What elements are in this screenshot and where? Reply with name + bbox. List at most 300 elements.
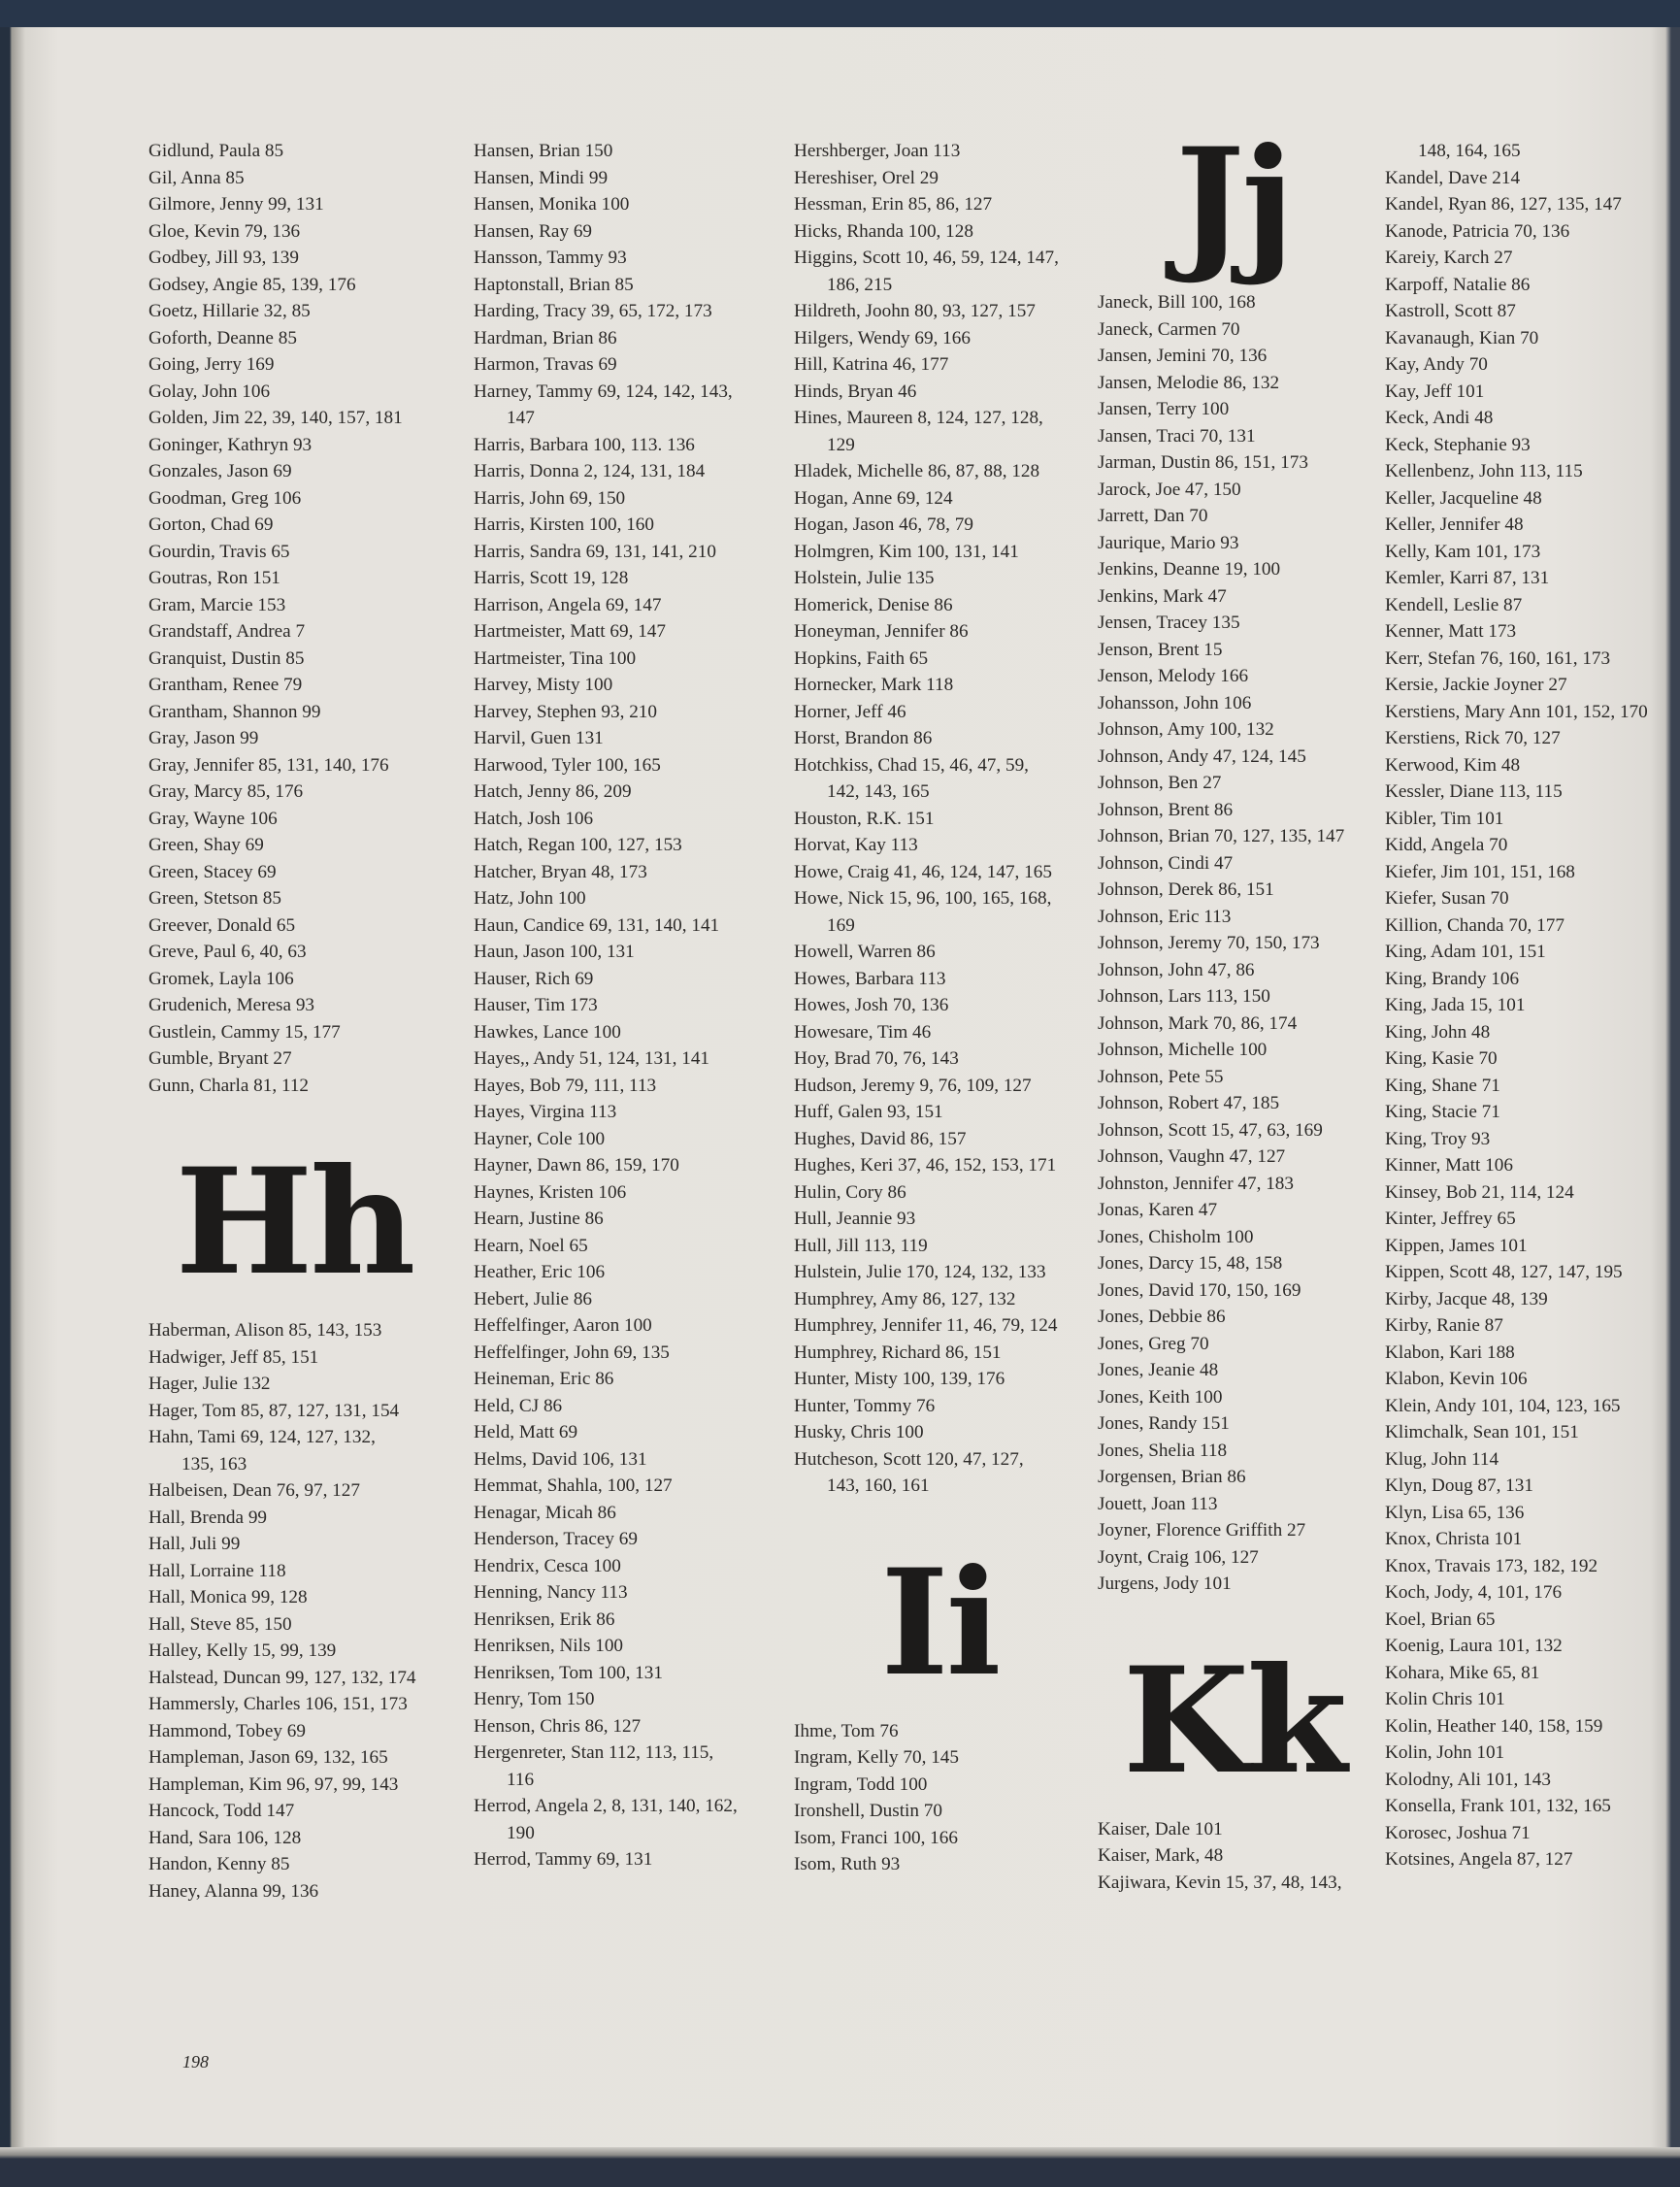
index-entry: Kidd, Angela 70 [1385, 835, 1508, 855]
index-entry: Horvat, Kay 113 [794, 835, 918, 855]
index-entry-continuation: 116 [507, 1769, 535, 1790]
index-entry: Johnson, Cindi 47 [1098, 852, 1234, 874]
index-entry: Jones, Greg 70 [1098, 1333, 1209, 1354]
index-entry: Jones, Keith 100 [1098, 1386, 1223, 1408]
index-entry: Johnson, Vaughn 47, 127 [1098, 1146, 1286, 1167]
index-entry: Johnson, Robert 47, 185 [1098, 1093, 1280, 1113]
index-entry: Hampleman, Jason 69, 132, 165 [148, 1747, 388, 1768]
index-entry: Kiefer, Jim 101, 151, 168 [1385, 861, 1575, 882]
entries-i [794, 1718, 1085, 1878]
index-entry: Hall, Juli 99 [148, 1534, 241, 1554]
index-entry: Johnson, Lars 113, 150 [1098, 986, 1270, 1007]
index-entry: Jarock, Joe 47, 150 [1098, 479, 1241, 500]
index-entry: Hulstein, Julie 170, 124, 132, 133 [794, 1262, 1046, 1282]
index-entry: Joynt, Craig 106, 127 [1098, 1546, 1259, 1568]
index-entry: Jarrett, Dan 70 [1098, 506, 1208, 526]
index-column-5 [1385, 138, 1648, 1873]
index-entry: Hawkes, Lance 100 [474, 1021, 621, 1043]
index-entry: Hatz, John 100 [474, 888, 586, 909]
index-entry: Harris, Barbara 100, 113. 136 [474, 434, 695, 455]
index-entry: Gray, Wayne 106 [148, 808, 278, 829]
index-entry: Hatch, Jenny 86, 209 [474, 781, 632, 802]
index-entry: Kolodny, Ali 101, 143 [1385, 1769, 1551, 1790]
index-entry: Kinner, Matt 106 [1385, 1155, 1513, 1176]
index-entry: Konsella, Frank 101, 132, 165 [1385, 1796, 1611, 1816]
index-entry: Hammond, Tobey 69 [148, 1720, 306, 1741]
index-entry: Harmon, Travas 69 [474, 354, 617, 375]
index-entry: Hatch, Regan 100, 127, 153 [474, 835, 682, 855]
index-entry: Kemler, Karri 87, 131 [1385, 568, 1550, 588]
index-entry: Hereshiser, Orel 29 [794, 167, 939, 188]
index-entry: Jansen, Terry 100 [1098, 399, 1230, 419]
index-entry: Jones, Jeanie 48 [1098, 1360, 1219, 1380]
index-entry: Kolin Chris 101 [1385, 1689, 1505, 1709]
index-entry: Howesare, Tim 46 [794, 1021, 932, 1043]
index-entry: Johnson, Amy 100, 132 [1098, 719, 1274, 740]
index-entry: Jenkins, Mark 47 [1098, 585, 1227, 607]
index-entry: Halstead, Duncan 99, 127, 132, 174 [148, 1667, 416, 1688]
index-entry: Horner, Jeff 46 [794, 701, 906, 722]
index-entry: Henning, Nancy 113 [474, 1582, 628, 1603]
entries-h [148, 1317, 440, 1905]
index-entry: Herrod, Angela 2, 8, 131, 140, 162, [474, 1796, 738, 1816]
index-entry: Hill, Katrina 46, 177 [794, 354, 949, 375]
index-entry: Horst, Brandon 86 [794, 728, 933, 748]
index-entry: Hancock, Todd 147 [148, 1801, 295, 1821]
section-letter-k: Kk [1122, 1635, 1345, 1806]
index-entry: Hull, Jill 113, 119 [794, 1235, 928, 1256]
index-entry: Kelly, Kam 101, 173 [1385, 541, 1541, 562]
index-entry: Hayner, Dawn 86, 159, 170 [474, 1155, 679, 1176]
index-entry: Johansson, John 106 [1098, 692, 1252, 713]
index-entry: Greever, Donald 65 [148, 914, 296, 936]
index-entry: Hutcheson, Scott 120, 47, 127, [794, 1448, 1024, 1470]
index-entry: Kessler, Diane 113, 115 [1385, 781, 1563, 802]
index-entry: Klabon, Kari 188 [1385, 1342, 1515, 1363]
index-entry: Halbeisen, Dean 76, 97, 127 [148, 1480, 360, 1501]
index-entry: Kajiwara, Kevin 15, 37, 48, 143, [1098, 1872, 1342, 1893]
index-entry: Klug, John 114 [1385, 1448, 1499, 1470]
bottom-scan-edge [0, 2147, 1680, 2187]
index-entry: Harris, Donna 2, 124, 131, 184 [474, 461, 706, 481]
index-entry: Hilgers, Wendy 69, 166 [794, 327, 971, 348]
index-entry: Hughes, David 86, 157 [794, 1128, 967, 1149]
index-entry: Haynes, Kristen 106 [474, 1181, 627, 1203]
index-entry: Johnson, Ben 27 [1098, 773, 1222, 793]
index-entry: Kotsines, Angela 87, 127 [1385, 1849, 1573, 1870]
index-entry: Knox, Christa 101 [1385, 1529, 1523, 1549]
index-entry: Kibler, Tim 101 [1385, 808, 1504, 829]
index-entry: Hardman, Brian 86 [474, 327, 617, 348]
index-entry: Hall, Steve 85, 150 [148, 1613, 292, 1635]
index-entry: Homerick, Denise 86 [794, 594, 953, 615]
index-entry: Kippen, Scott 48, 127, 147, 195 [1385, 1262, 1623, 1282]
index-entry: Hansen, Monika 100 [474, 194, 630, 215]
index-entry: Greve, Paul 6, 40, 63 [148, 942, 307, 962]
index-column-1 [148, 138, 440, 1905]
index-entry: Johnson, Eric 113 [1098, 906, 1232, 927]
index-entry: Gunn, Charla 81, 112 [148, 1075, 310, 1096]
index-entry: Ihme, Tom 76 [794, 1720, 899, 1741]
index-entry: Haney, Alanna 99, 136 [148, 1880, 319, 1902]
index-entry: Jouett, Joan 113 [1098, 1493, 1218, 1514]
index-entry: Johnson, Brian 70, 127, 135, 147 [1098, 826, 1345, 846]
index-entry: Goninger, Kathryn 93 [148, 434, 313, 455]
index-entry: Gray, Jason 99 [148, 728, 259, 748]
index-entry: Koch, Jody, 4, 101, 176 [1385, 1582, 1563, 1603]
index-entry: Hansson, Tammy 93 [474, 248, 627, 268]
index-entry: Hansen, Mindi 99 [474, 167, 609, 188]
index-entry-continuation: 142, 143, 165 [827, 781, 930, 802]
index-entry: Henriksen, Nils 100 [474, 1636, 624, 1656]
section-letter-i: Ii [880, 1537, 999, 1708]
index-entry: Handon, Kenny 85 [148, 1854, 290, 1874]
index-entry: Janeck, Carmen 70 [1098, 318, 1240, 340]
index-entry: Gray, Marcy 85, 176 [148, 781, 304, 802]
index-entry: Kinter, Jeffrey 65 [1385, 1209, 1516, 1229]
index-entry: Kaiser, Mark, 48 [1098, 1845, 1224, 1866]
index-entry-continuation: 147 [507, 408, 535, 428]
index-entry: Humphrey, Jennifer 11, 46, 79, 124 [794, 1315, 1058, 1336]
index-entry: Kirby, Ranie 87 [1385, 1315, 1503, 1336]
index-entry: Gram, Marcie 153 [148, 594, 286, 615]
index-entry: Jensen, Tracey 135 [1098, 613, 1240, 633]
index-entry: Hatch, Josh 106 [474, 808, 594, 829]
index-entry: Henson, Chris 86, 127 [474, 1715, 642, 1737]
index-entry: Grandstaff, Andrea 7 [148, 621, 306, 642]
index-entry: Kastroll, Scott 87 [1385, 301, 1516, 321]
index-entry: Hartmeister, Matt 69, 147 [474, 621, 666, 642]
index-entry: Harding, Tracy 39, 65, 172, 173 [474, 301, 712, 321]
index-entry: Jarman, Dustin 86, 151, 173 [1098, 452, 1308, 473]
index-entry: Howes, Barbara 113 [794, 968, 946, 989]
index-entry: Gorton, Chad 69 [148, 514, 274, 535]
index-entry-continuation: 129 [827, 434, 855, 455]
index-entry: Henagar, Micah 86 [474, 1502, 616, 1523]
index-entry: Hull, Jeannie 93 [794, 1209, 916, 1229]
index-entry: Gray, Jennifer 85, 131, 140, 176 [148, 754, 389, 776]
index-entry: Haptonstall, Brian 85 [474, 274, 634, 295]
index-entry: Kippen, James 101 [1385, 1235, 1528, 1256]
index-entry: Hampleman, Kim 96, 97, 99, 143 [148, 1773, 399, 1795]
top-scan-edge [0, 0, 1680, 27]
index-entry: Hemmat, Shahla, 100, 127 [474, 1475, 673, 1496]
index-entry: Kareiy, Karch 27 [1385, 248, 1513, 268]
index-entry: Henry, Tom 150 [474, 1689, 595, 1709]
index-entry-continuation: 135, 163 [181, 1453, 247, 1475]
index-entry: Howe, Nick 15, 96, 100, 165, 168, [794, 888, 1052, 909]
index-entry: Husky, Chris 100 [794, 1422, 924, 1442]
index-entry: Holstein, Julie 135 [794, 568, 935, 588]
page-number: 198 [182, 2052, 209, 2071]
index-entry: Howell, Warren 86 [794, 942, 936, 962]
index-entry-continuation: 169 [827, 914, 855, 936]
index-entry: Kiefer, Susan 70 [1385, 888, 1509, 909]
index-entry: Jones, Randy 151 [1098, 1413, 1230, 1434]
index-entry: Hager, Julie 132 [148, 1374, 271, 1394]
index-entry: Goutras, Ron 151 [148, 568, 280, 588]
index-entry: Johnson, Jeremy 70, 150, 173 [1098, 933, 1320, 953]
index-entry: Hansen, Ray 69 [474, 220, 593, 242]
entries-k [1098, 1816, 1369, 1897]
index-entry: Huff, Galen 93, 151 [794, 1102, 943, 1122]
index-column-4 [1098, 115, 1369, 1896]
index-entry: Killion, Chanda 70, 177 [1385, 914, 1565, 936]
index-entry: Harvil, Guen 131 [474, 728, 604, 748]
index-entry: Harwood, Tyler 100, 165 [474, 754, 661, 776]
index-entry: Harrison, Angela 69, 147 [474, 594, 662, 615]
index-entry: Joyner, Florence Griffith 27 [1098, 1520, 1306, 1541]
index-entry: Johnson, John 47, 86 [1098, 959, 1255, 980]
index-entry: Heffelfinger, Aaron 100 [474, 1315, 652, 1336]
index-entry: Hatcher, Bryan 48, 173 [474, 861, 647, 882]
index-entry: Hauser, Rich 69 [474, 968, 594, 989]
index-column-2 [474, 138, 738, 1873]
index-entry: Jones, David 170, 150, 169 [1098, 1279, 1301, 1301]
index-entry: Keller, Jacqueline 48 [1385, 487, 1542, 509]
index-entry-continuation: 186, 215 [827, 274, 893, 295]
index-entry: Jansen, Melodie 86, 132 [1098, 372, 1280, 393]
index-entry: Jenson, Brent 15 [1098, 639, 1223, 660]
index-entry: Herrod, Tammy 69, 131 [474, 1849, 653, 1870]
index-entry: Hebert, Julie 86 [474, 1288, 593, 1309]
index-entry: Golay, John 106 [148, 381, 271, 402]
index-entry: Hayner, Cole 100 [474, 1128, 606, 1149]
index-entry: Hendrix, Cesca 100 [474, 1555, 621, 1576]
index-entry: Kay, Andy 70 [1385, 354, 1488, 375]
index-entry: Ingram, Kelly 70, 145 [794, 1747, 959, 1768]
index-entry: Kirby, Jacque 48, 139 [1385, 1288, 1548, 1309]
index-entry: King, Jada 15, 101 [1385, 995, 1526, 1015]
index-entry: Keck, Stephanie 93 [1385, 434, 1531, 455]
index-entry: Jansen, Traci 70, 131 [1098, 425, 1256, 447]
index-entry: King, Kasie 70 [1385, 1048, 1498, 1069]
index-entry: Hicks, Rhanda 100, 128 [794, 220, 973, 242]
index-entry: Haun, Candice 69, 131, 140, 141 [474, 914, 720, 936]
index-entry: Keller, Jennifer 48 [1385, 514, 1524, 535]
index-entry: Gourdin, Travis 65 [148, 541, 290, 562]
index-entry: Hall, Monica 99, 128 [148, 1587, 308, 1607]
entries-h-continued [474, 138, 738, 1873]
index-entry: Hinds, Bryan 46 [794, 381, 917, 402]
index-entry: Isom, Franci 100, 166 [794, 1827, 958, 1848]
index-entry: Hayes,, Andy 51, 124, 131, 141 [474, 1048, 710, 1069]
index-entry: Hunter, Misty 100, 139, 176 [794, 1369, 1005, 1389]
index-entry: Kerstiens, Mary Ann 101, 152, 170 [1385, 701, 1648, 722]
index-entry: Jorgensen, Brian 86 [1098, 1467, 1246, 1487]
index-entry: Hughes, Keri 37, 46, 152, 153, 171 [794, 1155, 1057, 1176]
index-entry: Humphrey, Amy 86, 127, 132 [794, 1288, 1016, 1309]
index-entry: Knox, Travais 173, 182, 192 [1385, 1555, 1598, 1576]
index-entry: Ingram, Todd 100 [794, 1773, 928, 1795]
index-entry: Kay, Jeff 101 [1385, 381, 1485, 402]
index-entry: Harvey, Misty 100 [474, 675, 613, 695]
index-entry: Jaurique, Mario 93 [1098, 532, 1239, 553]
index-entry: Kanode, Patricia 70, 136 [1385, 220, 1570, 242]
index-entry: Heffelfinger, John 69, 135 [474, 1342, 670, 1363]
index-entry: Hotchkiss, Chad 15, 46, 47, 59, [794, 754, 1029, 776]
entries-g [148, 138, 440, 1099]
index-entry: King, Adam 101, 151 [1385, 942, 1546, 962]
index-entry: Kandel, Ryan 86, 127, 135, 147 [1385, 194, 1622, 215]
index-entry: Hladek, Michelle 86, 87, 88, 128 [794, 461, 1040, 481]
index-entry: Henriksen, Erik 86 [474, 1608, 615, 1630]
index-entry: Haberman, Alison 85, 143, 153 [148, 1320, 382, 1341]
index-entry: Gonzales, Jason 69 [148, 461, 292, 481]
index-entry: Hulin, Cory 86 [794, 1181, 906, 1203]
index-entry: Hammersly, Charles 106, 151, 173 [148, 1694, 408, 1714]
index-entry: Johnson, Mark 70, 86, 174 [1098, 1012, 1298, 1034]
index-entry: Jansen, Jemini 70, 136 [1098, 346, 1268, 366]
index-entry: Grantham, Shannon 99 [148, 701, 321, 722]
index-entry-continuation: 190 [507, 1822, 535, 1843]
index-entry: Godbey, Jill 93, 139 [148, 248, 299, 268]
index-entry: Green, Shay 69 [148, 835, 264, 855]
index-entry: Going, Jerry 169 [148, 354, 275, 375]
index-entry: Jones, Chisholm 100 [1098, 1226, 1254, 1247]
index-entry: Jonas, Karen 47 [1098, 1200, 1218, 1220]
index-entry: Goetz, Hillarie 32, 85 [148, 301, 311, 321]
index-entry: Godsey, Angie 85, 139, 176 [148, 274, 356, 295]
index-entry: Hager, Tom 85, 87, 127, 131, 154 [148, 1400, 400, 1421]
index-entry: Isom, Ruth 93 [794, 1854, 901, 1874]
index-entry: Howes, Josh 70, 136 [794, 995, 949, 1015]
index-entry: Hunter, Tommy 76 [794, 1395, 936, 1416]
index-entry: Hayes, Bob 79, 111, 113 [474, 1075, 657, 1096]
index-entry: Henriksen, Tom 100, 131 [474, 1662, 663, 1683]
index-entry: Gustlein, Cammy 15, 177 [148, 1021, 341, 1043]
index-entry: Goforth, Deanne 85 [148, 327, 297, 348]
index-entry: Hines, Maureen 8, 124, 127, 128, [794, 408, 1043, 428]
index-entry: Kandel, Dave 214 [1385, 167, 1521, 188]
index-entry: Howe, Craig 41, 46, 124, 147, 165 [794, 861, 1052, 882]
index-entry: Harris, John 69, 150 [474, 487, 626, 509]
index-entry: Hopkins, Faith 65 [794, 647, 929, 669]
index-entry: Kaiser, Dale 101 [1098, 1818, 1223, 1839]
index-entry: Hildreth, Joohn 80, 93, 127, 157 [794, 301, 1036, 321]
index-entry: Granquist, Dustin 85 [148, 647, 305, 669]
section-letter-j: Jj [1175, 116, 1292, 287]
index-entry: Harvey, Stephen 93, 210 [474, 701, 657, 722]
index-entry: Green, Stetson 85 [148, 888, 281, 909]
index-entry: Koenig, Laura 101, 132 [1385, 1636, 1563, 1656]
index-entry: Kerstiens, Rick 70, 127 [1385, 728, 1561, 748]
index-entry: Johnson, Brent 86 [1098, 799, 1234, 820]
index-entry: King, Brandy 106 [1385, 968, 1520, 989]
index-entry: Green, Stacey 69 [148, 861, 277, 882]
index-entry: Jenson, Melody 166 [1098, 666, 1249, 686]
index-entry: Ironshell, Dustin 70 [794, 1801, 942, 1821]
index-entry: Kersie, Jackie Joyner 27 [1385, 675, 1567, 695]
index-entry: Klyn, Doug 87, 131 [1385, 1475, 1533, 1496]
index-entry: Kavanaugh, Kian 70 [1385, 327, 1539, 348]
index-entry: Gloe, Kevin 79, 136 [148, 220, 301, 242]
index-entry: Hogan, Jason 46, 78, 79 [794, 514, 973, 535]
index-entry: Johnson, Pete 55 [1098, 1066, 1224, 1087]
index-entry: Helms, David 106, 131 [474, 1448, 647, 1470]
index-entry: Harris, Scott 19, 128 [474, 568, 629, 588]
index-entry: Hall, Brenda 99 [148, 1507, 268, 1528]
index-entry: Johnson, Andy 47, 124, 145 [1098, 746, 1306, 767]
index-entry: Hadwiger, Jeff 85, 151 [148, 1346, 319, 1368]
index-entry: Kellenbenz, John 113, 115 [1385, 461, 1583, 481]
index-entry: Gidlund, Paula 85 [148, 141, 284, 161]
index-entry: Hearn, Justine 86 [474, 1209, 604, 1229]
entries-j [1098, 289, 1369, 1598]
index-entry: Hayes, Virgina 113 [474, 1102, 617, 1122]
index-entry: Johnson, Michelle 100 [1098, 1040, 1268, 1060]
entries-h-end [794, 138, 1085, 1500]
index-entry: King, John 48 [1385, 1021, 1491, 1043]
index-entry: Hand, Sara 106, 128 [148, 1827, 302, 1848]
index-entry: Kolin, John 101 [1385, 1742, 1505, 1763]
index-entry: Jenkins, Deanne 19, 100 [1098, 559, 1281, 580]
index-entry: King, Stacie 71 [1385, 1102, 1500, 1122]
index-entry: Koel, Brian 65 [1385, 1608, 1496, 1630]
index-entry: Holmgren, Kim 100, 131, 141 [794, 541, 1019, 562]
index-entry: Klein, Andy 101, 104, 123, 165 [1385, 1395, 1621, 1416]
index-entry: Kolin, Heather 140, 158, 159 [1385, 1715, 1603, 1737]
index-entry: Hall, Lorraine 118 [148, 1560, 286, 1581]
index-entry: Higgins, Scott 10, 46, 59, 124, 147, [794, 248, 1059, 268]
index-entry: Grudenich, Meresa 93 [148, 995, 315, 1015]
index-entry: Hergenreter, Stan 112, 113, 115, [474, 1742, 714, 1763]
index-entry: Humphrey, Richard 86, 151 [794, 1342, 1002, 1363]
index-entry: Hogan, Anne 69, 124 [794, 487, 953, 509]
index-entry: Kinsey, Bob 21, 114, 124 [1385, 1181, 1574, 1203]
index-entry: Kerr, Stefan 76, 160, 161, 173 [1385, 647, 1611, 669]
index-entry: Henderson, Tracey 69 [474, 1529, 638, 1549]
index-entry: Held, Matt 69 [474, 1422, 578, 1442]
index-entry: Klabon, Kevin 106 [1385, 1369, 1528, 1389]
index-entry: Halley, Kelly 15, 99, 139 [148, 1640, 337, 1661]
index-entry: Golden, Jim 22, 39, 140, 157, 181 [148, 408, 403, 428]
index-entry: Hansen, Brian 150 [474, 141, 613, 161]
index-entry: Johnson, Scott 15, 47, 63, 169 [1098, 1119, 1323, 1141]
index-entry: Klimchalk, Sean 101, 151 [1385, 1422, 1579, 1442]
index-entry: Hoy, Brad 70, 76, 143 [794, 1048, 959, 1069]
index-entry: Karpoff, Natalie 86 [1385, 274, 1531, 295]
index-entry: Hartmeister, Tina 100 [474, 647, 637, 669]
index-entry: Gil, Anna 85 [148, 167, 245, 188]
index-entry: Goodman, Greg 106 [148, 487, 302, 509]
index-entry: Jones, Darcy 15, 48, 158 [1098, 1253, 1283, 1274]
index-entry: Hearn, Noel 65 [474, 1235, 588, 1256]
index-entry: Heineman, Eric 86 [474, 1369, 614, 1389]
index-entry: Heather, Eric 106 [474, 1262, 606, 1282]
index-entry: Jurgens, Jody 101 [1098, 1574, 1232, 1594]
index-entry: Johnston, Jennifer 47, 183 [1098, 1173, 1294, 1194]
index-entry-continuation: 148, 164, 165 [1418, 141, 1521, 161]
index-entry: Kerwood, Kim 48 [1385, 754, 1521, 776]
index-entry: Hauser, Tim 173 [474, 995, 598, 1015]
index-entry: King, Shane 71 [1385, 1075, 1500, 1096]
index-entry: Harris, Sandra 69, 131, 141, 210 [474, 541, 716, 562]
index-entry: Honeyman, Jennifer 86 [794, 621, 969, 642]
index-entry: Kendell, Leslie 87 [1385, 594, 1523, 615]
index-entry: Held, CJ 86 [474, 1395, 563, 1416]
index-entry: Harney, Tammy 69, 124, 142, 143, [474, 381, 733, 402]
index-entry: Hessman, Erin 85, 86, 127 [794, 194, 993, 215]
index-entry: Haun, Jason 100, 131 [474, 942, 635, 962]
index-entry: Gumble, Bryant 27 [148, 1048, 292, 1069]
index-entry: Hornecker, Mark 118 [794, 675, 954, 695]
index-entry: Klyn, Lisa 65, 136 [1385, 1502, 1525, 1523]
entries-k-continued [1385, 138, 1648, 1873]
section-letter-h: Hh [175, 1137, 413, 1308]
index-entry: Kenner, Matt 173 [1385, 621, 1517, 642]
index-entry: Kohara, Mike 65, 81 [1385, 1662, 1540, 1683]
